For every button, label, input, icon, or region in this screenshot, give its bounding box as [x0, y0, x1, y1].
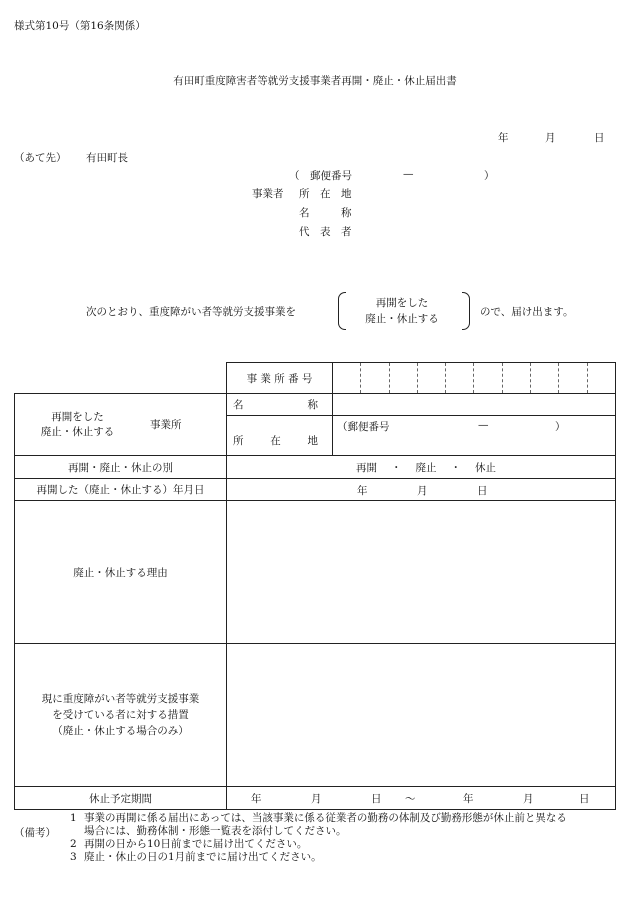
type-option-suspend[interactable]: 休止 [475, 461, 496, 474]
digit-box[interactable] [473, 363, 501, 393]
reason-field[interactable] [227, 501, 616, 644]
period-start-year: 年 [251, 793, 262, 805]
office-name-row [15, 394, 616, 416]
type-option-abolish[interactable]: 廃止 [415, 461, 437, 474]
applicant-representative-label: 代 表 者 [299, 226, 352, 238]
statement-option-close: 廃止・休止する [365, 313, 439, 325]
note-text: 場合には、勤務体制・形態一覧表を添付してください。 [84, 825, 347, 837]
note-item [70, 838, 307, 851]
office-left-suffix: 事業所 [150, 419, 182, 431]
statement-option-reopen: 再開をした [375, 297, 429, 309]
table-date-year: 年 [357, 484, 368, 497]
digit-box[interactable] [587, 363, 615, 393]
table-date-day: 日 [477, 484, 488, 497]
note-item [70, 812, 567, 825]
date-label: 再開した（廃止・休止する）年月日 [15, 479, 227, 501]
digit-box[interactable] [558, 363, 586, 393]
applicant-postal-label: （ 郵便番号 [289, 170, 352, 182]
measures-row [15, 644, 616, 787]
date-row [15, 479, 616, 501]
addressee-label: （あて先） [14, 152, 67, 164]
blank-cell [15, 363, 227, 394]
type-label: 再開・廃止・休止の別 [15, 456, 227, 479]
office-left-line1: 再開をした [51, 410, 104, 423]
applicant-postal-close: ） [484, 170, 495, 182]
digit-box[interactable] [417, 363, 445, 393]
note-text: 廃止・休止の日の1月前までに届け出てください。 [84, 851, 322, 863]
digit-box[interactable] [333, 363, 360, 393]
office-name-label [227, 394, 333, 416]
note-item [70, 851, 322, 864]
digit-box[interactable] [389, 363, 417, 393]
reason-row [15, 501, 616, 644]
reason-label: 廃止・休止する理由 [15, 501, 227, 644]
period-start-month: 月 [311, 793, 322, 805]
suspension-label: 休止予定期間 [15, 787, 227, 810]
note-number: 3 [70, 851, 77, 863]
period-end-day: 日 [579, 793, 590, 805]
digit-box[interactable] [360, 363, 388, 393]
period-start-day: 日 [371, 793, 382, 805]
office-location-label [227, 416, 333, 456]
digit-box[interactable] [502, 363, 530, 393]
office-postal-label: （郵便番号 [337, 421, 390, 433]
date-field[interactable] [227, 479, 616, 501]
measures-label [15, 644, 227, 787]
office-location-label-3: 地 [307, 435, 318, 447]
suspension-row [15, 787, 616, 810]
note-item [70, 825, 347, 838]
notification-table [14, 362, 616, 810]
period-end-year: 年 [463, 793, 474, 805]
note-text: 再開の日から10日前までに届け出てください。 [84, 838, 308, 850]
office-postal-close: ） [555, 421, 566, 433]
office-number-field[interactable] [333, 363, 616, 394]
period-tilde: ～ [405, 793, 416, 805]
statement-after: ので、届け出ます。 [480, 306, 574, 318]
notes-label: （備考） [14, 827, 56, 839]
office-location-field[interactable] [333, 416, 616, 456]
office-name-label-2: 称 [307, 399, 318, 411]
note-text: 事業の再開に係る届出にあっては、当該事業に係る従業者の勤務の体制及び勤務形態が休止前と異なる [84, 812, 567, 824]
type-separator: ・ [450, 461, 461, 474]
office-location-label-1: 所 [233, 435, 244, 447]
right-brace [462, 292, 470, 330]
form-number: 様式第10号（第16条関係） [14, 20, 146, 32]
office-name-label-1: 名 [233, 399, 244, 411]
office-location-label-2: 在 [270, 435, 281, 447]
type-separator: ・ [391, 461, 402, 474]
applicant-name-label: 名 称 [299, 207, 352, 219]
note-number: 1 [70, 812, 77, 824]
measures-line2: を受けている者に対する措置 [52, 709, 189, 721]
office-number-label: 事 業 所 番 号 [227, 363, 333, 394]
digit-box[interactable] [530, 363, 558, 393]
note-number: 2 [70, 838, 77, 850]
measures-field[interactable] [227, 644, 616, 787]
digit-box[interactable] [445, 363, 473, 393]
office-number-row [15, 363, 616, 394]
period-end-month: 月 [523, 793, 534, 805]
measures-line3: （廃止・休止する場合のみ） [52, 725, 189, 737]
office-left-line2: 廃止・休止する [40, 425, 115, 438]
office-left-cell [15, 394, 227, 456]
date-day: 日 [594, 132, 605, 144]
applicant-location-label: 所 在 地 [299, 188, 352, 200]
type-options[interactable] [227, 456, 616, 479]
type-row [15, 456, 616, 479]
office-name-field[interactable] [333, 394, 616, 416]
applicant-postal-dash: — [403, 168, 414, 180]
page-title: 有田町重度障害者等就労支援事業者再開・廃止・休止届出書 [173, 75, 457, 87]
statement-before: 次のとおり、重度障がい者等就労支援事業を [86, 306, 296, 318]
type-option-reopen[interactable]: 再開 [356, 461, 377, 474]
addressee-name: 有田町長 [86, 152, 128, 164]
date-month: 月 [545, 132, 556, 144]
business-label: 事業者 [252, 188, 284, 200]
table-date-month: 月 [417, 484, 428, 497]
office-postal-dash: — [478, 419, 489, 431]
measures-line1: 現に重度障がい者等就労支援事業 [41, 693, 200, 705]
suspension-period[interactable] [227, 787, 616, 810]
date-year: 年 [498, 132, 509, 144]
